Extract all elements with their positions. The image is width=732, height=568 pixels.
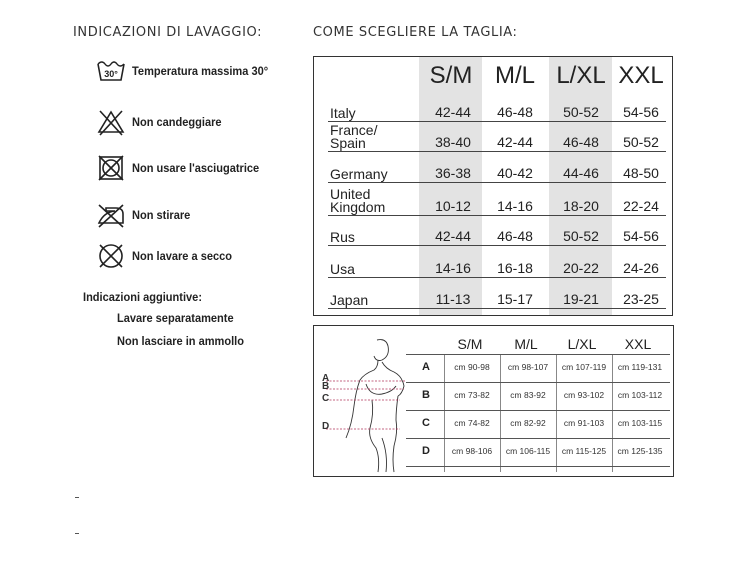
row-divider: [406, 410, 670, 411]
additional-item: Non lasciare in ammollo: [117, 334, 245, 348]
size-cell: 50-52: [563, 104, 599, 120]
size-cell: 42-44: [435, 228, 471, 244]
row-divider: [406, 466, 670, 467]
size-guide-title: COME SCEGLIERE LA TAGLIA:: [313, 25, 518, 40]
care-label-bleach: Non candeggiare: [132, 115, 222, 129]
size-cell: 44-46: [563, 165, 599, 181]
figure-letter-c: C: [322, 393, 330, 404]
country-label: France/ Spain: [330, 122, 378, 151]
size-cell: 11-13: [435, 291, 471, 307]
care-item-iron: [96, 200, 195, 230]
measure-cell: cm 119-131: [617, 362, 663, 372]
country-label: Japan: [330, 292, 369, 308]
size-cell: 20-22: [563, 260, 599, 276]
care-item-dryclean: [96, 241, 241, 271]
size-cell: 50-52: [623, 134, 659, 150]
size-cell: 16-18: [497, 260, 533, 276]
measure-cell: cm 103-115: [617, 418, 663, 428]
body-figure-icon: [316, 334, 414, 474]
row-divider: [406, 382, 670, 383]
size-header: XXL: [618, 62, 664, 89]
measure-letter: C: [422, 417, 430, 429]
size-cell: 48-50: [623, 165, 659, 181]
size-row: [328, 121, 666, 152]
size-cell: 42-44: [497, 134, 533, 150]
measure-cell: cm 82-92: [510, 418, 546, 428]
measure-cell: cm 90-98: [454, 362, 490, 372]
no-tumble-dry-icon: [96, 153, 126, 183]
care-label-iron: Non stirare: [132, 208, 191, 222]
care-item-dryer: [96, 153, 270, 183]
measure-cell: cm 98-106: [451, 446, 493, 456]
figure-letter-b: B: [322, 381, 330, 392]
measure-header: M/L: [514, 336, 538, 352]
divider-mark: [75, 497, 79, 498]
size-row: [328, 97, 666, 122]
size-cell: 22-24: [623, 198, 659, 214]
size-cell: 15-17: [497, 291, 533, 307]
measure-cell: cm 93-102: [563, 390, 605, 400]
row-divider: [406, 438, 670, 439]
measure-cell: cm 74-82: [454, 418, 490, 428]
size-row: [328, 283, 666, 309]
additional-item: Lavare separatamente: [117, 311, 234, 325]
measure-header: L/XL: [567, 336, 597, 352]
size-cell: 36-38: [435, 165, 471, 181]
size-cell: 54-56: [623, 228, 659, 244]
wash-temp-label: 30°: [104, 69, 118, 79]
size-cell: 46-48: [497, 104, 533, 120]
size-cell: 42-44: [435, 104, 471, 120]
measure-cell: cm 91-103: [563, 418, 605, 428]
country-label: Usa: [330, 261, 355, 277]
measure-header: S/M: [457, 336, 483, 352]
care-title: INDICAZIONI DI LAVAGGIO:: [73, 25, 263, 40]
wash-30-icon: [96, 56, 126, 86]
size-cell: 14-16: [435, 260, 471, 276]
size-cell: 19-21: [563, 291, 599, 307]
measurement-table: [313, 325, 674, 477]
size-cell: 10-12: [435, 198, 471, 214]
row-divider: [406, 354, 670, 355]
measure-cell: cm 73-82: [454, 390, 490, 400]
measure-cell: cm 103-112: [617, 390, 663, 400]
size-header: M/L: [494, 62, 535, 89]
no-iron-icon: [96, 200, 126, 230]
size-header: L/XL: [556, 62, 606, 89]
size-row: [328, 250, 666, 278]
care-label-dryer: Non usare l'asciugatrice: [132, 161, 260, 175]
measure-cell: cm 125-135: [617, 446, 663, 456]
measure-letter: D: [422, 445, 430, 457]
figure-letter-d: D: [322, 421, 330, 432]
care-item-wash: [96, 56, 280, 86]
size-cell: 54-56: [623, 104, 659, 120]
size-cell: 38-40: [435, 134, 471, 150]
size-cell: 24-26: [623, 260, 659, 276]
size-row: [328, 155, 666, 183]
country-label: Rus: [330, 229, 355, 245]
care-label-wash: Temperatura massima 30°: [132, 64, 269, 78]
country-label: United Kingdom: [330, 186, 386, 215]
divider-mark: [75, 533, 79, 534]
measure-header: XXL: [624, 336, 652, 352]
size-row: [328, 221, 666, 246]
measure-cell: cm 83-92: [510, 390, 546, 400]
size-cell: 18-20: [563, 198, 599, 214]
size-header: S/M: [429, 62, 473, 89]
country-label: Italy: [330, 105, 356, 121]
size-cell: 46-48: [563, 134, 599, 150]
size-cell: 46-48: [497, 228, 533, 244]
country-label: Germany: [330, 166, 388, 182]
measure-cell: cm 115-125: [561, 446, 607, 456]
size-table: [313, 56, 673, 316]
figure-letter-a: A: [322, 373, 330, 384]
size-row: [328, 185, 666, 216]
size-cell: 23-25: [623, 291, 659, 307]
no-dry-clean-icon: [96, 241, 126, 271]
no-bleach-icon: [96, 107, 126, 137]
measure-cell: cm 98-107: [507, 362, 549, 372]
additional-title: Indicazioni aggiuntive:: [83, 290, 202, 304]
measure-letter: B: [422, 389, 430, 401]
measure-letter: A: [422, 361, 430, 373]
measure-cell: cm 107-119: [561, 362, 607, 372]
care-item-bleach: [96, 107, 229, 137]
care-label-dryclean: Non lavare a secco: [132, 249, 233, 263]
size-cell: 40-42: [497, 165, 533, 181]
size-cell: 50-52: [563, 228, 599, 244]
measure-cell: cm 106-115: [505, 446, 551, 456]
size-cell: 14-16: [497, 198, 533, 214]
